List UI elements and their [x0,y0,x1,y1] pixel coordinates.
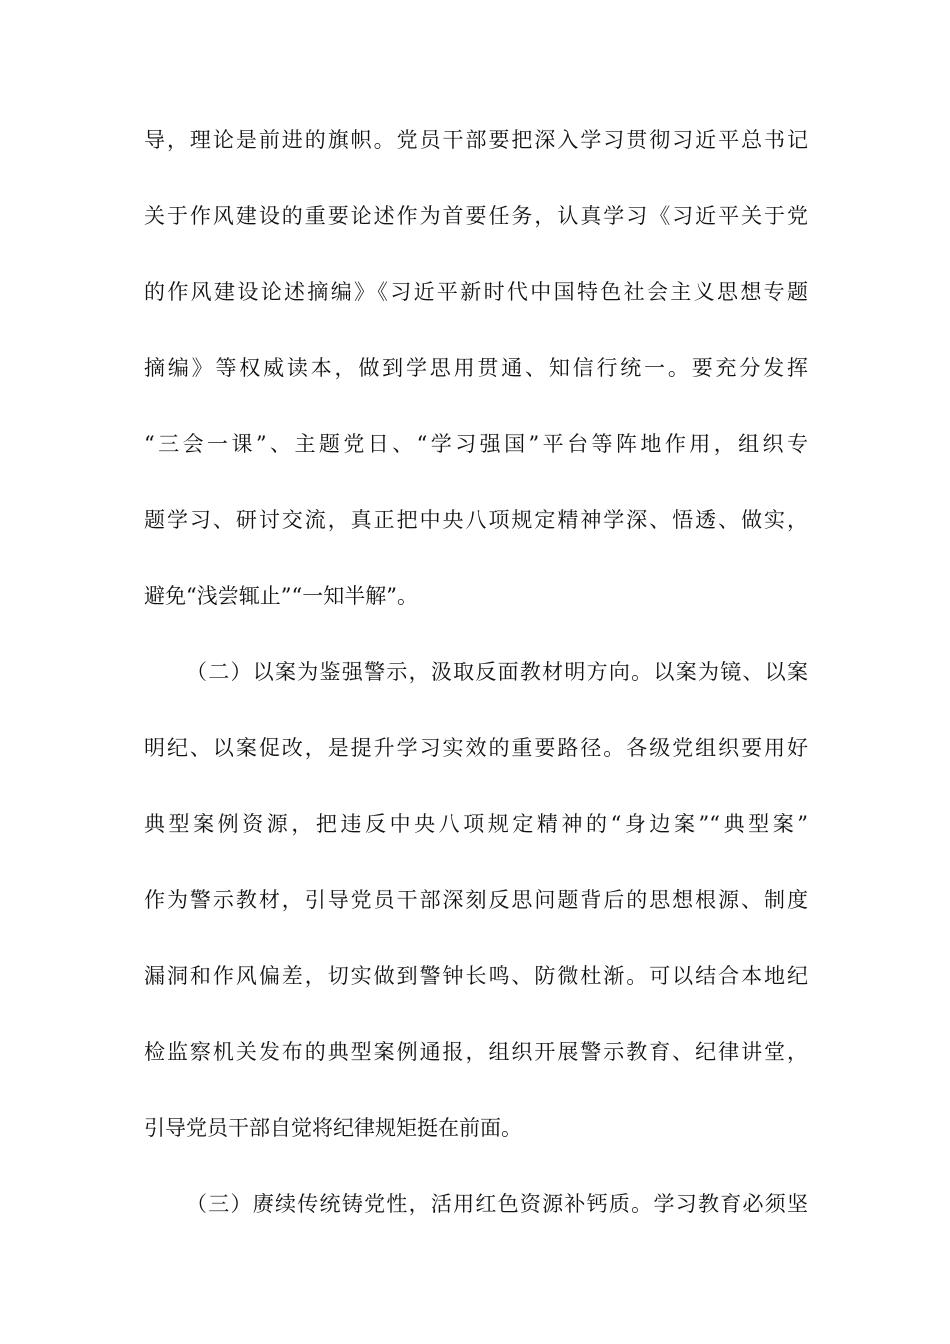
body-text-line: 题学习、研讨交流，真正把中央八项规定精神学深、悟透、做实， [144,508,808,532]
body-text-line: 检监察机关发布的典型案例通报，组织开展警示教育、纪律讲堂， [144,1040,808,1064]
section-heading-line: （二）以案为鉴强警示，汲取反面教材明方向。以案为镜、以案 [186,660,808,684]
body-text-line: 漏洞和作风偏差，切实做到警钟长鸣、防微杜渐。可以结合本地纪 [144,964,808,988]
body-text-line: 摘编》等权威读本，做到学思用贯通、知信行统一。要充分发挥 [144,356,808,380]
body-text-line: 典型案例资源，把违反中央八项规定精神的“身边案”“典型案” [144,812,808,836]
body-text-line: 避免“浅尝辄止”“一知半解”。 [144,584,418,608]
body-text-line: 关于作风建设的重要论述作为首要任务，认真学习《习近平关于党 [144,204,808,228]
body-text-line: 作为警示教材，引导党员干部深刻反思问题背后的思想根源、制度 [144,888,808,912]
body-text-line: 明纪、以案促改，是提升学习实效的重要路径。各级党组织要用好 [144,736,808,760]
body-text-line: 的作风建设论述摘编》《习近平新时代中国特色社会主义思想专题 [144,280,808,304]
body-text-line: 导，理论是前进的旗帜。党员干部要把深入学习贯彻习近平总书记 [144,128,808,152]
section-heading-line: （三）赓续传统铸党性，活用红色资源补钙质。学习教育必须坚 [186,1192,808,1216]
body-text-line: “三会一课”、主题党日、“学习强国”平台等阵地作用，组织专 [144,432,808,456]
body-text-line: 引导党员干部自觉将纪律规矩挺在前面。 [144,1116,522,1140]
